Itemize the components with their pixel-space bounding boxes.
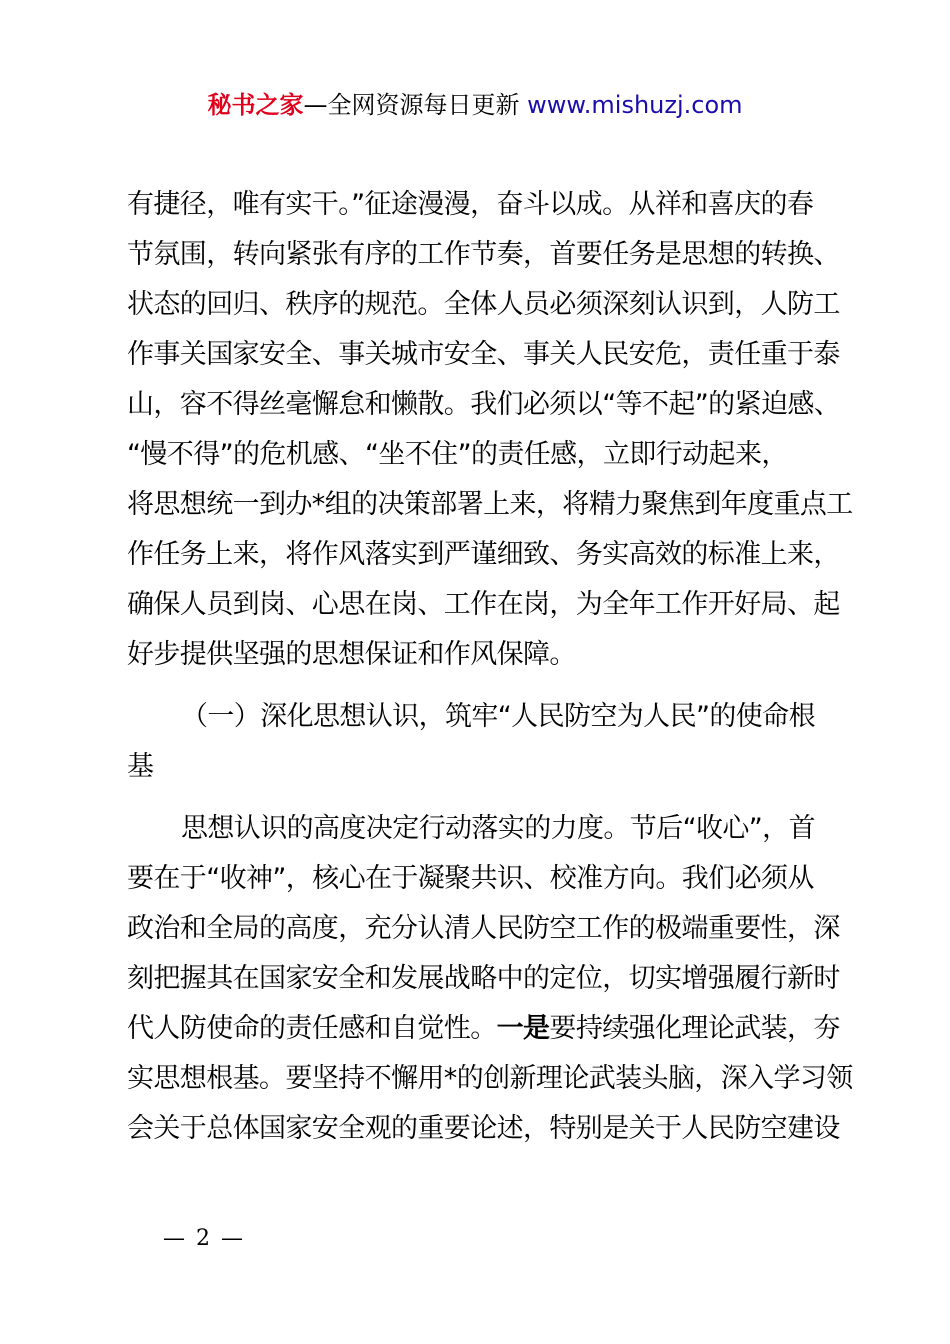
paragraph-line: 政治和全局的高度，充分认清人民防空工作的极端重要性，深 [127, 913, 840, 944]
section-heading-1 [127, 692, 833, 792]
site-url-link[interactable]: www.mishuzj.com [527, 91, 743, 119]
page-number: — 2 — [163, 1226, 245, 1251]
paragraph-line: 会关于总体国家安全观的重要论述，特别是关于人民防空建设 [127, 1113, 840, 1144]
line-text: 代人防使命的责任感和自觉性。 [127, 1013, 497, 1044]
paragraph-line: 作事关国家安全、事关城市安全、事关人民安危，责任重于泰 [127, 339, 840, 370]
line-text: 要持续强化理论武装，夯 [549, 1013, 840, 1044]
paragraph-2 [127, 804, 853, 1154]
paragraph-line: 确保人员到岗、心思在岗、工作在岗，为全年工作开好局、起 [127, 589, 840, 620]
paragraph-line: 有捷径，唯有实干。”征途漫漫，奋斗以成。从祥和喜庆的春 [127, 189, 814, 220]
paragraph-line: 节氛围，转向紧张有序的工作节奏，首要任务是思想的转换、 [127, 239, 840, 270]
paragraph-line: 山，容不得丝毫懈怠和懒散。我们必须以“等不起”的紧迫感、 [127, 389, 841, 420]
paragraph-line: 作任务上来，将作风落实到严谨细致、务实高效的标准上来， [127, 539, 840, 570]
site-tagline: —全网资源每日更新 [303, 91, 528, 119]
paragraph-line: 将思想统一到办*组的决策部署上来，将精力聚焦到年度重点工 [127, 489, 853, 520]
bold-marker: 一是 [496, 1013, 550, 1044]
site-brand: 秘书之家 [207, 91, 304, 119]
heading-line: （一）深化思想认识，筑牢“人民防空为人民”的使命根 [181, 701, 815, 732]
paragraph-line: 刻把握其在国家安全和发展战略中的定位，切实增强履行新时 [127, 963, 840, 994]
paragraph-line: 思想认识的高度决定行动落实的力度。节后“收心”，首 [181, 813, 815, 844]
paragraph-line: 实思想根基。要坚持不懈用*的创新理论武装头脑，深入学习领 [127, 1063, 853, 1094]
paragraph-line: “慢不得”的危机感、“坐不住”的责任感，立即行动起来， [127, 439, 788, 470]
paragraph-line: 要在于“收神”，核心在于凝聚共识、校准方向。我们必须从 [127, 863, 814, 894]
paragraph-line: 好步提供坚强的思想保证和作风保障。 [127, 639, 576, 670]
site-header [0, 88, 950, 122]
paragraph-1 [127, 180, 853, 680]
paragraph-line [127, 1004, 840, 1054]
paragraph-line: 状态的回归、秩序的规范。全体人员必须深刻认识到，人防工 [127, 289, 840, 320]
heading-line: 基 [127, 751, 154, 782]
